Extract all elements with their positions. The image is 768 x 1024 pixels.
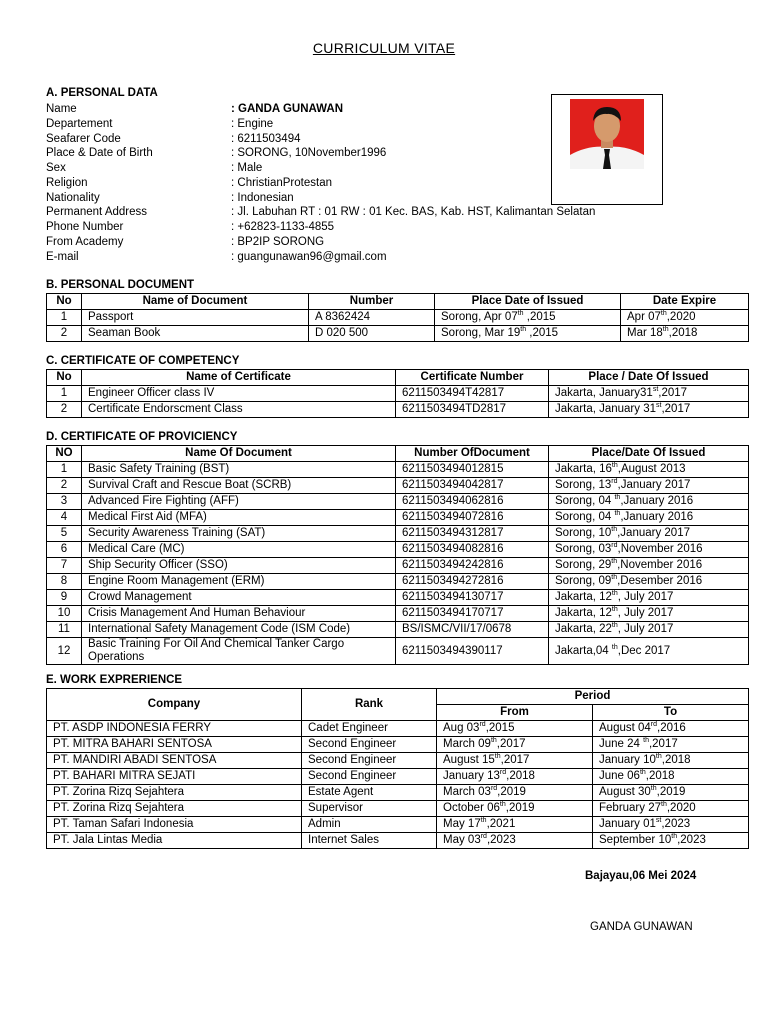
table-row <box>47 402 749 418</box>
prof-cell: Medical Care (MC) <box>82 542 396 558</box>
work-cell: Estate Agent <box>302 785 437 801</box>
prof-cell: 1 <box>47 462 82 478</box>
work-cell: January 01st,2023 <box>593 817 749 833</box>
personal-data-label: Departement <box>46 117 113 130</box>
prof-cell: Basic Safety Training (BST) <box>82 462 396 478</box>
prof-cell: Sorong, 03rd,November 2016 <box>549 542 749 558</box>
prof-cell: Sorong, 13rd,January 2017 <box>549 478 749 494</box>
personal-document-heading: B. PERSONAL DOCUMENT <box>46 279 195 291</box>
table-row <box>47 494 749 510</box>
prof-cell: 6211503494082816 <box>396 542 549 558</box>
personal-document-table <box>46 293 749 342</box>
prof-cell: 7 <box>47 558 82 574</box>
table-row <box>47 817 749 833</box>
personal-data-value: : Engine <box>231 117 274 130</box>
work-experience-heading: E. WORK EXPRERIENCE <box>46 674 183 686</box>
doc-cell: D 020 500 <box>309 326 435 342</box>
prof-cell: 6211503494242816 <box>396 558 549 574</box>
doc-cell: A 8362424 <box>309 310 435 326</box>
prof-cell: Sorong, 29th,November 2016 <box>549 558 749 574</box>
prof-cell: 6211503494012815 <box>396 462 549 478</box>
prof-cell: Jakarta, 22th, July 2017 <box>549 622 749 638</box>
personal-data-value: : BP2IP SORONG <box>231 235 325 248</box>
table-row <box>47 622 749 638</box>
work-cell: PT. Taman Safari Indonesia <box>47 817 302 833</box>
prof-cell: Jakarta,04 $^{th}$,Dec 2017 <box>549 638 749 665</box>
prof-cell: Basic Training For Oil And Chemical Tanker Cargo Operations <box>82 638 396 665</box>
personal-data-label: Permanent Address <box>46 206 148 219</box>
personal-data-value: : SORONG, 10November1996 <box>231 147 387 160</box>
page-title: CURRICULUM VITAE <box>312 40 456 56</box>
profile-photo <box>551 94 663 205</box>
proficiency-table <box>46 445 749 665</box>
work-header-rank: Rank <box>302 689 437 721</box>
prof-cell: Sorong, 10th,January 2017 <box>549 526 749 542</box>
prof-cell: Security Awareness Training (SAT) <box>82 526 396 542</box>
personal-data-value: : +62823-1133-4855 <box>231 221 335 233</box>
work-cell: PT. ASDP INDONESIA FERRY <box>47 721 302 737</box>
prof-header-cell: Name Of Document <box>82 446 396 462</box>
table-row <box>47 785 749 801</box>
work-cell: Admin <box>302 817 437 833</box>
prof-cell: Jakarta, 12th, July 2017 <box>549 606 749 622</box>
work-cell: August 30th,2019 <box>593 785 749 801</box>
prof-cell: 12 <box>47 638 82 665</box>
prof-cell: 6211503494042817 <box>396 478 549 494</box>
comp-header-cell: No <box>47 370 82 386</box>
prof-header-cell: NO <box>47 446 82 462</box>
prof-cell: International Safety Management Code (ISM Code) <box>82 622 396 638</box>
comp-header-cell: Place / Date Of Issued <box>549 370 749 386</box>
work-cell: June 06th,2018 <box>593 769 749 785</box>
prof-cell: 9 <box>47 590 82 606</box>
personal-data-label: Nationality <box>46 191 100 204</box>
work-cell: June 24 $^{th}$,2017 <box>593 737 749 753</box>
work-cell: PT. Jala Lintas Media <box>47 833 302 849</box>
work-cell: May 03rd,2023 <box>437 833 593 849</box>
prof-cell: BS/ISMC/VII/17/0678 <box>396 622 549 638</box>
comp-header-cell: Certificate Number <box>396 370 549 386</box>
table-row <box>47 542 749 558</box>
doc-cell: 1 <box>47 310 82 326</box>
competency-heading: C. CERTIFICATE OF COMPETENCY <box>46 355 240 367</box>
prof-cell: 6211503494312817 <box>396 526 549 542</box>
work-experience-table <box>46 688 749 849</box>
prof-cell: Ship Security Officer (SSO) <box>82 558 396 574</box>
prof-cell: Survival Craft and Rescue Boat (SCRB) <box>82 478 396 494</box>
table-row <box>47 326 749 342</box>
prof-header-cell: Number OfDocument <box>396 446 549 462</box>
doc-cell: 2 <box>47 326 82 342</box>
comp-cell: 1 <box>47 386 82 402</box>
work-cell: February 27th,2020 <box>593 801 749 817</box>
work-cell: PT. BAHARI MITRA SEJATI <box>47 769 302 785</box>
table-row <box>47 721 749 737</box>
comp-cell: 6211503494T42817 <box>396 386 549 402</box>
personal-data-value: : Jl. Labuhan RT : 01 RW : 01 Kec. BAS, Kab. HST, Kalimantan Selatan <box>231 206 596 219</box>
table-row <box>47 574 749 590</box>
prof-cell: 6 <box>47 542 82 558</box>
doc-header-cell: Place Date of Issued <box>435 294 621 310</box>
table-row <box>47 526 749 542</box>
personal-data-label: Name <box>46 103 77 115</box>
prof-cell: 6211503494390117 <box>396 638 549 665</box>
signature-name: GANDA GUNAWAN <box>590 921 693 933</box>
doc-header-cell: Name of Document <box>82 294 309 310</box>
comp-cell: Certificate Endorscment Class <box>82 402 396 418</box>
work-cell: PT. Zorina Rizq Sejahtera <box>47 801 302 817</box>
table-row <box>47 590 749 606</box>
prof-cell: Crisis Management And Human Behaviour <box>82 606 396 622</box>
personal-data-heading: A. PERSONAL DATA <box>46 87 158 99</box>
work-cell: August 04rd,2016 <box>593 721 749 737</box>
comp-header-cell: Name of Certificate <box>82 370 396 386</box>
work-cell: Internet Sales <box>302 833 437 849</box>
prof-cell: 6211503494272816 <box>396 574 549 590</box>
personal-data-value: : 6211503494 <box>231 132 301 145</box>
personal-data-value: : Indonesian <box>231 191 294 204</box>
personal-data-label: Place & Date of Birth <box>46 147 153 160</box>
comp-cell: Engineer Officer class IV <box>82 386 396 402</box>
prof-cell: Medical First Aid (MFA) <box>82 510 396 526</box>
competency-table <box>46 369 749 418</box>
work-header-period: Period <box>437 689 749 705</box>
signature-place-date: Bajayau,06 Mei 2024 <box>585 870 697 882</box>
work-cell: May 17th,2021 <box>437 817 593 833</box>
doc-cell: Seaman Book <box>82 326 309 342</box>
prof-cell: Crowd Management <box>82 590 396 606</box>
personal-data-label: Sex <box>46 162 66 174</box>
prof-cell: Engine Room Management (ERM) <box>82 574 396 590</box>
comp-cell: Jakarta, January31st,2017 <box>549 386 749 402</box>
table-row <box>47 558 749 574</box>
personal-data-label: E-mail <box>46 250 79 263</box>
prof-header-cell: Place/Date Of Issued <box>549 446 749 462</box>
work-header-company: Company <box>47 689 302 721</box>
work-cell: March 09th,2017 <box>437 737 593 753</box>
table-row <box>47 510 749 526</box>
personal-data-value: : GANDA GUNAWAN <box>231 103 344 115</box>
work-cell: August 15th,2017 <box>437 753 593 769</box>
prof-cell: 10 <box>47 606 82 622</box>
table-row <box>47 310 749 326</box>
doc-header-cell: No <box>47 294 82 310</box>
work-cell: January 10th,2018 <box>593 753 749 769</box>
work-cell: Aug 03rd,2015 <box>437 721 593 737</box>
work-cell: PT. Zorina Rizq Sejahtera <box>47 785 302 801</box>
work-cell: Supervisor <box>302 801 437 817</box>
table-row <box>47 769 749 785</box>
doc-cell: Sorong, Apr 07th ,2015 <box>435 310 621 326</box>
prof-cell: 6211503494072816 <box>396 510 549 526</box>
work-cell: Cadet Engineer <box>302 721 437 737</box>
table-row <box>47 737 749 753</box>
comp-cell: Jakarta, January 31st,2017 <box>549 402 749 418</box>
work-cell: Second Engineer <box>302 753 437 769</box>
comp-cell: 6211503494TD2817 <box>396 402 549 418</box>
work-cell: January 13rd,2018 <box>437 769 593 785</box>
doc-cell: Passport <box>82 310 309 326</box>
prof-cell: 3 <box>47 494 82 510</box>
doc-cell: Sorong, Mar 19th ,2015 <box>435 326 621 342</box>
prof-cell: 5 <box>47 526 82 542</box>
prof-cell: Sorong, 04 $^{th}$,January 2016 <box>549 494 749 510</box>
doc-header-cell: Date Expire <box>621 294 749 310</box>
prof-cell: Advanced Fire Fighting (AFF) <box>82 494 396 510</box>
prof-cell: 11 <box>47 622 82 638</box>
table-row <box>47 386 749 402</box>
proficiency-heading: D. CERTIFICATE OF PROVICIENCY <box>46 431 238 443</box>
work-cell: PT. MANDIRI ABADI SENTOSA <box>47 753 302 769</box>
personal-data-label: Phone Number <box>46 221 124 233</box>
table-row <box>47 801 749 817</box>
doc-header-cell: Number <box>309 294 435 310</box>
prof-cell: Jakarta, 12th, July 2017 <box>549 590 749 606</box>
portrait-image <box>552 95 662 204</box>
prof-cell: Sorong, 04 $^{th}$,January 2016 <box>549 510 749 526</box>
personal-data-label: Religion <box>46 176 88 189</box>
table-row <box>47 606 749 622</box>
personal-data-label: From Academy <box>46 235 124 248</box>
doc-cell: Apr 07th,2020 <box>621 310 749 326</box>
prof-cell: 6211503494062816 <box>396 494 549 510</box>
prof-cell: Jakarta, 16th,August 2013 <box>549 462 749 478</box>
table-row <box>47 462 749 478</box>
comp-cell: 2 <box>47 402 82 418</box>
personal-data-value: : Male <box>231 162 263 174</box>
doc-cell: Mar 18th,2018 <box>621 326 749 342</box>
prof-cell: 8 <box>47 574 82 590</box>
table-row <box>47 833 749 849</box>
work-header-from: From <box>437 705 593 721</box>
prof-cell: 6211503494130717 <box>396 590 549 606</box>
table-row <box>47 478 749 494</box>
table-row <box>47 753 749 769</box>
prof-cell: 2 <box>47 478 82 494</box>
personal-data-value: : ChristianProtestan <box>231 176 332 189</box>
prof-cell: 4 <box>47 510 82 526</box>
work-cell: March 03rd,2019 <box>437 785 593 801</box>
table-row <box>47 638 749 665</box>
personal-data-label: Seafarer Code <box>46 132 121 145</box>
work-cell: September 10th,2023 <box>593 833 749 849</box>
personal-data-value: : guangunawan96@gmail.com <box>231 250 387 263</box>
work-cell: October 06th,2019 <box>437 801 593 817</box>
prof-cell: Sorong, 09th,Desember 2016 <box>549 574 749 590</box>
work-cell: Second Engineer <box>302 737 437 753</box>
prof-cell: 6211503494170717 <box>396 606 549 622</box>
work-cell: Second Engineer <box>302 769 437 785</box>
work-header-to: To <box>593 705 749 721</box>
work-cell: PT. MITRA BAHARI SENTOSA <box>47 737 302 753</box>
